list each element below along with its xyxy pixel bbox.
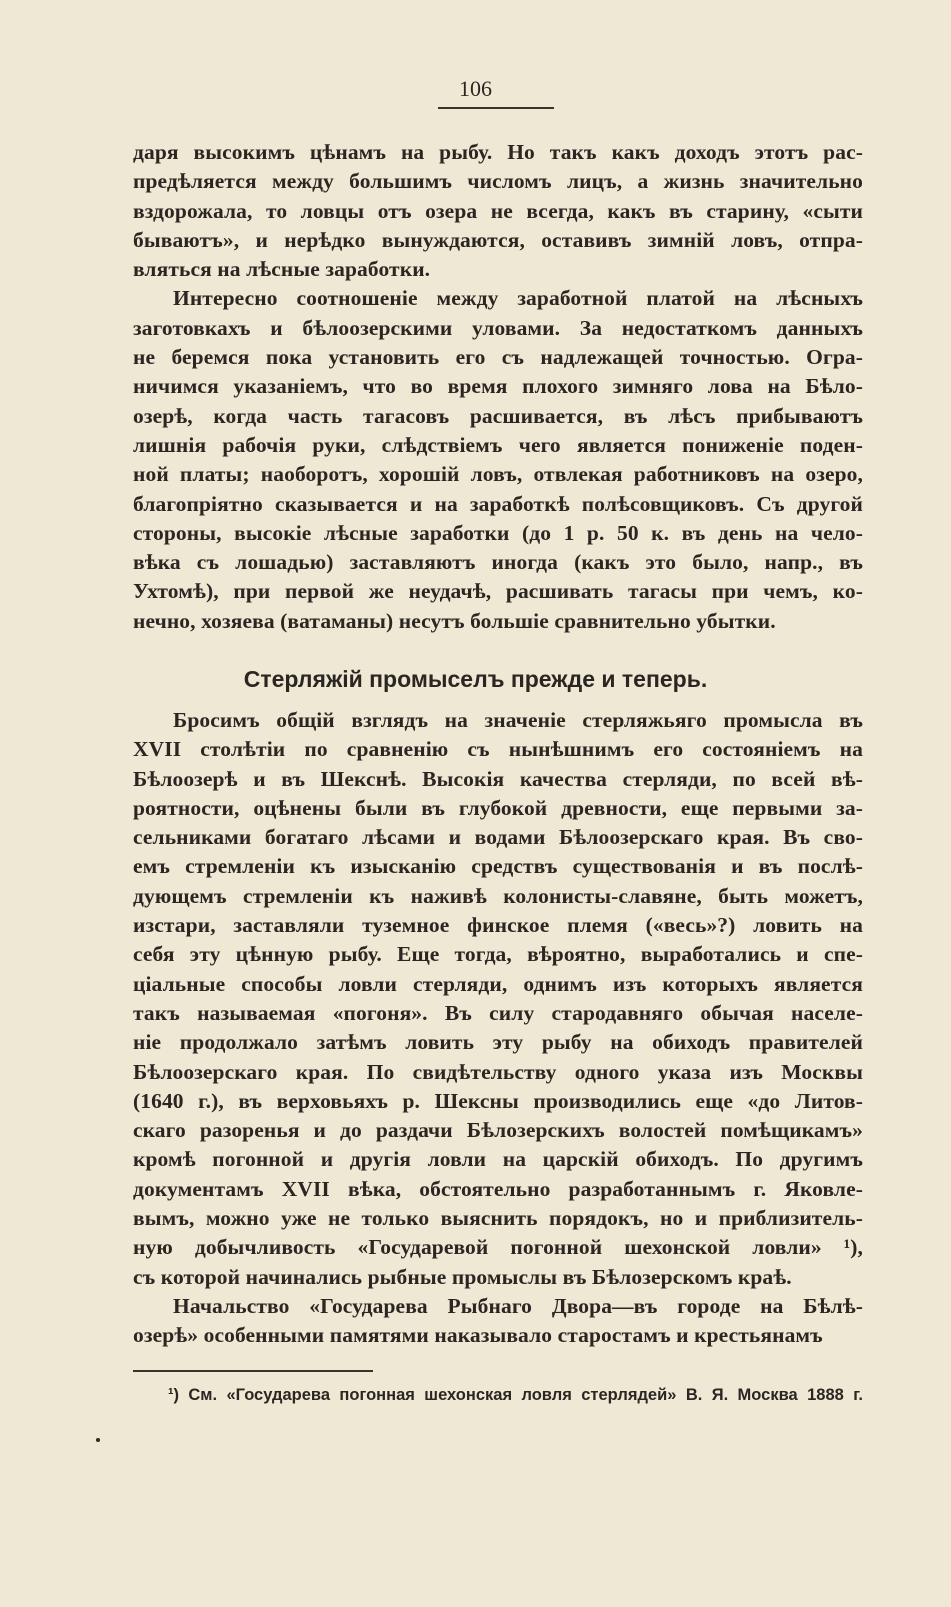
text-line: заготовкахъ и бѣлоозерскими уловами. За недостаткомъ данныхъ <box>133 315 863 340</box>
text-line: документамъ XVII вѣка, обстоятельно разработаннымъ г. Яковле- <box>133 1176 863 1201</box>
text-line: озерѣ» особенными памятями наказывало старостамъ и крестьянамъ <box>133 1323 823 1348</box>
text-line: роятности, оцѣнены были въ глубокой древности, еще первыми за- <box>133 795 863 820</box>
text-line: ной платы; наоборотъ, хорошій ловъ, отвлекая работниковъ на озеро, <box>133 462 863 487</box>
text-line: ничимся указаніемъ, что во время плохого зимняго лова на Бѣло- <box>133 374 863 399</box>
text-line: лишнія рабочія руки, слѣдствіемъ чего является пониженіе поден- <box>133 432 863 457</box>
text-line: бываютъ», и нерѣдко вынуждаются, оставивъ зимній ловъ, отпра- <box>133 227 863 252</box>
footnote-rule <box>133 1370 373 1372</box>
text-line: Начальство «Государева Рыбнаго Двора—въ городе на Бѣлѣ- <box>173 1293 863 1318</box>
paragraph <box>133 284 863 636</box>
text-line: изстари, заставляли туземное финское племя («весь»?) ловить на <box>133 913 863 938</box>
text-line: дующемъ стремленіи къ наживѣ колонисты-славяне, быть можетъ, <box>133 883 863 908</box>
text-line: даря высокимъ цѣнамъ на рыбу. Но такъ какъ доходъ этотъ рас- <box>133 140 863 164</box>
paragraph <box>133 1292 863 1351</box>
text-line: Бѣлоозерѣ и въ Шекснѣ. Высокія качества стерляди, по всей вѣ- <box>133 766 863 791</box>
text-line: сельниками богатаго лѣсами и водами Бѣлоозерскаго края. Въ сво- <box>133 825 863 850</box>
text-line: (1640 г.), въ верховьяхъ р. Шексны производились еще «до Литов- <box>133 1088 863 1113</box>
text-line: XVII столѣтіи по сравненію съ нынѣшнимъ его состояніемъ на <box>133 737 863 762</box>
text-line: вымъ, можно уже не только выяснить порядокъ, но и приблизитель- <box>133 1206 863 1231</box>
footnote: ¹) См. «Государева погонная шехонская ловля стерлядей» В. Я. Москва 1888 г. <box>168 1386 863 1404</box>
text-line: емъ стремленіи къ изысканію средствъ существованія и въ послѣ- <box>133 854 863 879</box>
page-number: 106 <box>459 76 492 101</box>
text-line: Интересно соотношеніе между заработной платой на лѣсныхъ <box>173 286 863 311</box>
text-line: вздорожала, то ловцы отъ озера не всегда, какъ въ старину, «сыти <box>133 198 863 223</box>
paragraph <box>133 138 863 284</box>
text-line: вляться на лѣсные заработки. <box>133 257 431 282</box>
text-line: не беремся пока установить его съ надлежащей точностью. Огра- <box>133 345 863 370</box>
text-line: озерѣ, когда часть тагасовъ расшивается, въ лѣсъ прибываютъ <box>133 403 863 428</box>
text-line: ціальные способы ловли стерляди, однимъ изъ которыхъ является <box>133 971 863 996</box>
text-line: ніе продолжало затѣмъ ловить эту рыбу на обиходъ правителей <box>133 1030 863 1055</box>
text-line: себя эту цѣнную рыбу. Еще тогда, вѣроятно, выработались и спе- <box>133 942 863 967</box>
text-line: съ которой начинались рыбные промыслы въ Бѣлозерскомъ краѣ. <box>133 1264 792 1289</box>
section-heading: Стерляжій промыселъ прежде и теперь. <box>243 666 708 692</box>
paragraph <box>133 706 863 1292</box>
text-block-bottom <box>133 706 863 1351</box>
text-line: нечно, хозяева (ватаманы) несутъ большіе сравнительно убытки. <box>133 608 776 633</box>
page-number-rule <box>438 107 554 109</box>
text-line: вѣка съ лошадью) заставляютъ иногда (какъ это было, напр., въ <box>133 550 863 575</box>
text-line: такъ называемая «погоня». Въ силу стародавняго обычая населе- <box>133 1000 863 1025</box>
text-line: предѣляется между большимъ числомъ лицъ, а жизнь значительно <box>133 169 863 194</box>
scan-speck <box>96 1438 100 1442</box>
text-line: Бѣлоозерскаго края. По свидѣтельству одного указа изъ Москвы <box>133 1059 863 1084</box>
text-line: стороны, высокіе лѣсные заработки (до 1 р. 50 к. въ день на чело- <box>133 520 863 545</box>
text-line: Ухтомѣ), при первой же неудачѣ, расшивать тагасы при чемъ, ко- <box>133 579 863 604</box>
text-block-top <box>133 138 863 636</box>
text-line: скаго разоренья и до раздачи Бѣлозерскихъ волостей помѣщикамъ» <box>133 1118 863 1143</box>
text-line: благопріятно сказывается и на заработкѣ полѣсовщиковъ. Съ другой <box>133 491 863 516</box>
text-line: ную добычливость «Государевой погонной шехонской ловли» ¹), <box>133 1235 863 1260</box>
text-line: Бросимъ общій взглядъ на значеніе стерляжьяго промысла въ <box>173 708 863 732</box>
text-line: кромѣ погонной и другія ловли на царскій обиходъ. По другимъ <box>133 1147 863 1172</box>
